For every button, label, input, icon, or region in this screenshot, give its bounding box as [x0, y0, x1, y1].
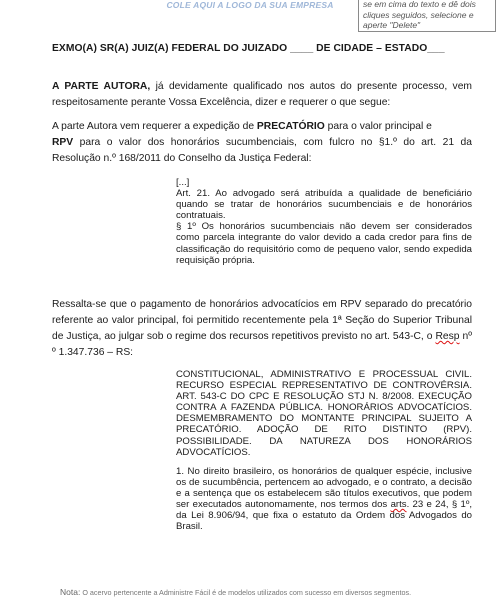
request-text-3: para o valor dos honorários sucumbenciais, com fulcro no §1.º do art. 21 da Resolução n.º 168/2011 do Conselho da Justiça Federal:: [52, 137, 472, 164]
precatorio-term: PRECATÓRIO: [256, 121, 325, 132]
document-header: EXMO(A) SR(A) JUIZ(A) FEDERAL DO JUIZADO ____ DE CIDADE – ESTADO___: [52, 43, 445, 54]
note-label: Nota:: [60, 587, 81, 597]
request-text-1: A parte Autora vem requerer a expedição de: [52, 121, 257, 132]
judgment-quote: [176, 369, 472, 532]
intro-text: já devidamente qualificado nos autos do presente processo, vem respeitosamente perante Vossa Excelência, dizer e requerer o que segue:: [52, 81, 472, 108]
precedent-paragraph: [52, 297, 472, 361]
item-1-part-a: 1. No direito brasileiro, os honorários de qualquer espécie, inclusive os de sucumbência, pertencem ao advogado, e o contrato, a decisão e a sentença que os estabelecem são títulos executivos, que podem ser executados autonomamente, nos termos dos: [176, 465, 472, 511]
instruction-comment-box: se em cima do texto e dê dois cliques seguidos, selecione e aperte "Delete": [358, 0, 496, 32]
item-1-text: [176, 466, 472, 533]
request-paragraph: [52, 119, 472, 167]
paragraph-1-text: § 1º Os honorários sucumbenciais não devem ser considerados como parcela integrante do valor devido a cada credor para fins de classificação do requisitório como de pequeno valor, sendo expedida requisição própria.: [176, 221, 472, 266]
party-name: A PARTE AUTORA,: [52, 81, 151, 92]
item-1-part-b: . 23 e 24, § 1º, da Lei 8.906/94, que fixa o estatuto da Ordem dos Advogados do Brasil.: [176, 499, 472, 533]
note-text: O acervo pertencente a Administre Fácil é de modelos utilizados com sucesso em diversos segmentos.: [80, 588, 412, 597]
resolution-quote: [176, 177, 472, 266]
logo-placeholder: COLE AQUI A LOGO DA SUA EMPRESA: [166, 0, 334, 10]
ementa-text: CONSTITUCIONAL, ADMINISTRATIVO E PROCESSUAL CIVIL. RECURSO ESPECIAL REPRESENTATIVO DE CONTROVÉRSIA. ART. 543-C DO CPC E RESOLUÇÃO STJ N. 8/2008. EXECUÇÃO CONTRA A FAZENDA PÚBLICA. HONORÁRIOS ADVOCATÍCIOS. DESMEMBRAMENTO DO MONTANTE PRINCIPAL SUJEITO A PRECATÓRIO. ADOÇÃO DE RITO DISTINTO (RPV). POSSIBILIDADE. DA NATUREZA DOS HONORÁRIOS ADVOCATÍCIOS.: [176, 369, 472, 458]
precedent-text-1: Ressalta-se que o pagamento de honorários advocatícios em RPV separado do precatório referente ao valor principal, foi permitido recentemente pela 1ª Seção do Superior Tribunal de Justiça, ao julgar sob o regime dos recursos repetitivos previsto no art. 543-C, o: [52, 299, 472, 342]
arts-abbrev: arts: [390, 499, 407, 511]
footer-note: [60, 587, 500, 597]
article-21-text: Art. 21. Ao advogado será atribuída a qualidade de beneficiário quando se tratar de honorários sucumbenciais e de honorários contratuais.: [176, 188, 472, 222]
request-text-2: para o valor principal e: [324, 121, 432, 132]
rpv-term: RPV: [52, 137, 74, 148]
resp-abbrev: Resp: [435, 331, 460, 342]
ellipsis: [...]: [176, 177, 190, 188]
intro-paragraph: [52, 79, 472, 111]
precedent-text-2: nº º 1.347.736 – RS:: [52, 331, 472, 358]
